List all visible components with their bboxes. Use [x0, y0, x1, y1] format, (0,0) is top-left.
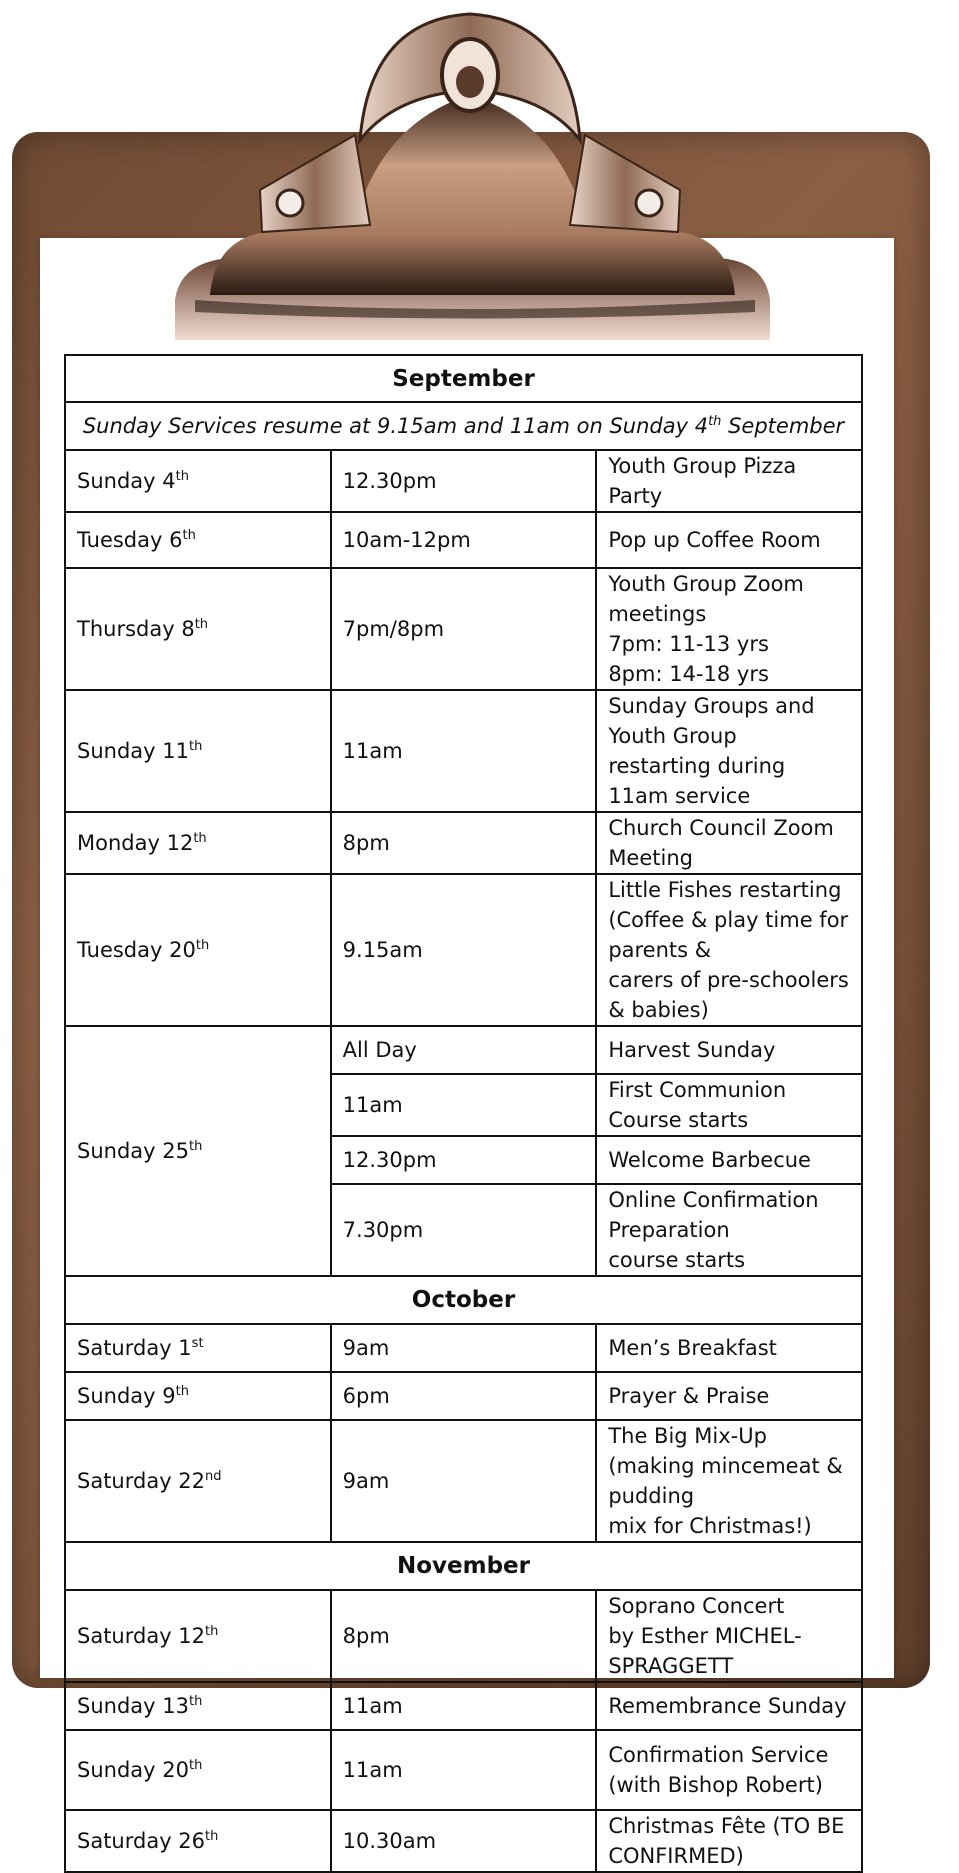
event-time: 10.30am [331, 1810, 597, 1872]
event-day: Sunday 20th [65, 1730, 331, 1810]
table-row [65, 1324, 862, 1372]
table-row [65, 690, 862, 812]
event-day: Sunday 25th [65, 1026, 331, 1276]
event-time: 10am-12pm [331, 512, 597, 568]
table-row [65, 568, 862, 690]
event-time: 7.30pm [331, 1184, 597, 1276]
event-day: Sunday 4th [65, 450, 331, 512]
event-description: Church Council Zoom Meeting [596, 812, 862, 874]
event-description: Youth Group Pizza Party [596, 450, 862, 512]
table-row [65, 1810, 862, 1872]
table-row [65, 1730, 862, 1810]
event-time: 7pm/8pm [331, 568, 597, 690]
event-time: 8pm [331, 812, 597, 874]
event-day: Saturday 1st [65, 1324, 331, 1372]
event-description: Confirmation Service (with Bishop Robert) [596, 1730, 862, 1810]
table-row [65, 1420, 862, 1542]
clipboard-clip [0, 0, 959, 360]
table-row [65, 1590, 862, 1682]
event-time: 11am [331, 690, 597, 812]
event-description: Christmas Fête (TO BE CONFIRMED) [596, 1810, 862, 1872]
table-row [65, 812, 862, 874]
event-description: The Big Mix-Up (making mincemeat & pudding mix for Christmas!) [596, 1420, 862, 1542]
event-time: 9.15am [331, 874, 597, 1026]
event-time: 11am [331, 1682, 597, 1730]
event-description: Little Fishes restarting (Coffee & play time for parents & carers of pre-schoolers & babies) [596, 874, 862, 1026]
event-time: 12.30pm [331, 1136, 597, 1184]
services-notice: Sunday Services resume at 9.15am and 11am on Sunday 4th September [65, 402, 862, 450]
event-day: Saturday 12th [65, 1590, 331, 1682]
event-time: 9am [331, 1420, 597, 1542]
event-description: Online Confirmation Preparation course starts [596, 1184, 862, 1276]
section-heading-september: September [65, 355, 862, 402]
event-time: 11am [331, 1074, 597, 1136]
table-row [65, 1682, 862, 1730]
event-description: Youth Group Zoom meetings 7pm: 11-13 yrs 8pm: 14-18 yrs [596, 568, 862, 690]
event-day: Saturday 26th [65, 1810, 331, 1872]
event-day: Tuesday 20th [65, 874, 331, 1026]
event-day: Saturday 22nd [65, 1420, 331, 1542]
event-description: Prayer & Praise [596, 1372, 862, 1420]
event-description: Sunday Groups and Youth Group restarting during 11am service [596, 690, 862, 812]
event-day: Tuesday 6th [65, 512, 331, 568]
event-description: Men’s Breakfast [596, 1324, 862, 1372]
table-row [65, 512, 862, 568]
event-description: Welcome Barbecue [596, 1136, 862, 1184]
event-time: 9am [331, 1324, 597, 1372]
event-day: Thursday 8th [65, 568, 331, 690]
table-row [65, 874, 862, 1026]
schedule-table [64, 354, 863, 1873]
event-description: Harvest Sunday [596, 1026, 862, 1074]
event-time: 12.30pm [331, 450, 597, 512]
event-day: Sunday 11th [65, 690, 331, 812]
event-time: 8pm [331, 1590, 597, 1682]
event-day: Sunday 13th [65, 1682, 331, 1730]
event-description: Pop up Coffee Room [596, 512, 862, 568]
event-time: All Day [331, 1026, 597, 1074]
table-row [65, 1026, 862, 1074]
table-row [65, 450, 862, 512]
event-time: 11am [331, 1730, 597, 1810]
event-time: 6pm [331, 1372, 597, 1420]
section-heading-november: November [65, 1542, 862, 1590]
event-description: Soprano Concert by Esther MICHEL-SPRAGGETT [596, 1590, 862, 1682]
event-description: First Communion Course starts [596, 1074, 862, 1136]
section-heading-october: October [65, 1276, 862, 1324]
event-day: Monday 12th [65, 812, 331, 874]
table-row [65, 1372, 862, 1420]
event-description: Remembrance Sunday [596, 1682, 862, 1730]
event-day: Sunday 9th [65, 1372, 331, 1420]
